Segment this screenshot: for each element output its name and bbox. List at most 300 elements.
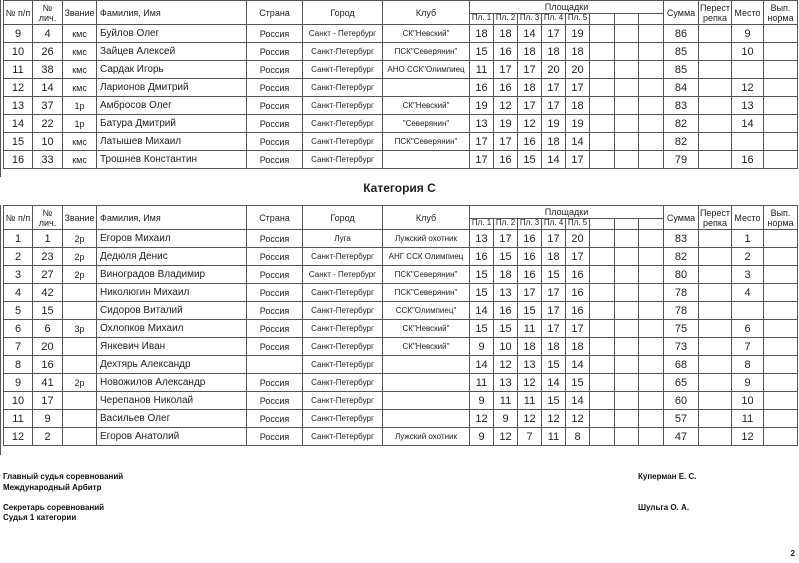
cell-name: Трошнев Константин [97, 151, 247, 169]
cell-rank: 2р [63, 248, 97, 266]
cell-np: 4 [4, 284, 33, 302]
cell-site-score: 17 [542, 320, 566, 338]
cell-empty [590, 410, 615, 428]
cell-site-score: 18 [566, 97, 590, 115]
cell-club: АНО ССК"Олимпиец [383, 61, 470, 79]
cell-sum: 82 [664, 133, 699, 151]
header-nl: № лич. [33, 206, 63, 230]
cell-site-score: 18 [542, 248, 566, 266]
secretary-rank: Судья 1 категории [3, 513, 77, 522]
results-table-top [3, 0, 798, 169]
cell-nl: 20 [33, 338, 63, 356]
header-country: Страна [247, 206, 303, 230]
cell-city: Санкт-Петербург [303, 248, 383, 266]
cell-site-score: 18 [518, 43, 542, 61]
cell-site-score: 15 [470, 266, 494, 284]
cell-name: Буйлов Олег [97, 25, 247, 43]
cell-city: Санкт-Петербург [303, 410, 383, 428]
cell-site-score: 11 [518, 392, 542, 410]
cell-place: 12 [732, 79, 764, 97]
cell-empty [615, 266, 639, 284]
cell-city: Санкт-Петербург [303, 428, 383, 446]
cell-club [383, 79, 470, 97]
cell-site-score: 16 [494, 151, 518, 169]
header-site-empty [639, 14, 664, 25]
cell-norm [764, 428, 798, 446]
cell-norm [764, 230, 798, 248]
cell-site-score: 17 [566, 320, 590, 338]
cell-site-score: 12 [518, 410, 542, 428]
cell-empty [615, 320, 639, 338]
table-row [4, 151, 798, 169]
cell-nl: 2 [33, 428, 63, 446]
cell-city: Санкт-Петербург [303, 61, 383, 79]
header-site-4: Пл. 4 [542, 219, 566, 230]
cell-empty [615, 284, 639, 302]
cell-country: Россия [247, 392, 303, 410]
cell-empty [639, 133, 664, 151]
cell-place: 1 [732, 230, 764, 248]
cell-rank: кмс [63, 61, 97, 79]
cell-rank: 2р [63, 374, 97, 392]
cell-shootoff [699, 61, 732, 79]
cell-site-score: 20 [566, 230, 590, 248]
cell-club: ПСК"Северянин" [383, 133, 470, 151]
cell-site-score: 17 [470, 133, 494, 151]
cell-empty [639, 410, 664, 428]
cell-site-score: 12 [470, 410, 494, 428]
cell-nl: 41 [33, 374, 63, 392]
cell-site-score: 17 [542, 25, 566, 43]
cell-empty [615, 356, 639, 374]
cell-sum: 80 [664, 266, 699, 284]
cell-empty [590, 392, 615, 410]
cell-nl: 14 [33, 79, 63, 97]
header-sum: Сумма [664, 1, 699, 25]
cell-club: СК"Невский" [383, 338, 470, 356]
cell-empty [590, 320, 615, 338]
cell-nl: 37 [33, 97, 63, 115]
header-norm: Вып. норма [764, 1, 798, 25]
cell-country: Россия [247, 43, 303, 61]
cell-site-score: 18 [566, 338, 590, 356]
cell-empty [590, 230, 615, 248]
cell-empty [639, 248, 664, 266]
header-place: Место [732, 1, 764, 25]
cell-np: 8 [4, 356, 33, 374]
cell-site-score: 15 [494, 320, 518, 338]
cell-site-score: 17 [518, 284, 542, 302]
cell-place: 3 [732, 266, 764, 284]
cell-nl: 6 [33, 320, 63, 338]
cell-place [732, 61, 764, 79]
cell-country: Россия [247, 374, 303, 392]
cell-site-score: 15 [518, 302, 542, 320]
cell-site-score: 16 [566, 302, 590, 320]
cell-norm [764, 61, 798, 79]
cell-site-score: 17 [494, 133, 518, 151]
table-row [4, 61, 798, 79]
cell-nl: 22 [33, 115, 63, 133]
header-site-5: Пл. 5 [566, 219, 590, 230]
secretary-title: Секретарь соревнований [3, 503, 105, 512]
cell-nl: 10 [33, 133, 63, 151]
cell-club: "Северянин" [383, 115, 470, 133]
cell-place: 13 [732, 97, 764, 115]
cell-np: 10 [4, 392, 33, 410]
cell-place: 2 [732, 248, 764, 266]
cell-site-score: 15 [542, 356, 566, 374]
cell-norm [764, 97, 798, 115]
cell-name: Васильев Олег [97, 410, 247, 428]
table-row [4, 25, 798, 43]
cell-site-score: 19 [470, 97, 494, 115]
header-club: Клуб [383, 1, 470, 25]
table-row [4, 284, 798, 302]
cell-np: 11 [4, 61, 33, 79]
header-sites: Площадки [470, 206, 664, 219]
cell-nl: 4 [33, 25, 63, 43]
header-rank: Звание [63, 1, 97, 25]
cell-site-score: 17 [518, 97, 542, 115]
cell-np: 15 [4, 133, 33, 151]
cell-nl: 27 [33, 266, 63, 284]
cell-place: 12 [732, 428, 764, 446]
cell-site-score: 12 [494, 356, 518, 374]
cell-sum: 65 [664, 374, 699, 392]
header-shootoff: Перест репка [699, 207, 731, 228]
cell-norm [764, 115, 798, 133]
cell-site-score: 18 [566, 43, 590, 61]
cell-site-score: 17 [542, 97, 566, 115]
cell-site-score: 9 [470, 338, 494, 356]
cell-nl: 16 [33, 356, 63, 374]
cell-rank [63, 284, 97, 302]
cell-sum: 60 [664, 392, 699, 410]
cell-site-score: 11 [494, 392, 518, 410]
cell-empty [639, 43, 664, 61]
cell-site-score: 16 [470, 248, 494, 266]
secretary-name: Шульга О. А. [638, 503, 690, 512]
cell-empty [590, 151, 615, 169]
cell-shootoff [699, 248, 732, 266]
cell-empty [590, 356, 615, 374]
cell-empty [639, 230, 664, 248]
cell-empty [639, 338, 664, 356]
header-city: Город [303, 206, 383, 230]
cell-norm [764, 43, 798, 61]
cell-empty [590, 374, 615, 392]
cell-shootoff [699, 302, 732, 320]
header-sum: Сумма [664, 206, 699, 230]
table1-left-border [0, 0, 1, 177]
cell-rank: 2р [63, 230, 97, 248]
cell-empty [615, 302, 639, 320]
cell-norm [764, 338, 798, 356]
cell-site-score: 17 [494, 230, 518, 248]
cell-np: 5 [4, 302, 33, 320]
cell-club: СК"Невский" [383, 25, 470, 43]
cell-name: Янкевич Иван [97, 338, 247, 356]
cell-club: Лужский охотник [383, 428, 470, 446]
cell-nl: 1 [33, 230, 63, 248]
cell-city: Санкт - Петербург [303, 266, 383, 284]
cell-site-score: 13 [494, 284, 518, 302]
table2-left-border [0, 205, 1, 455]
cell-site-score: 17 [566, 151, 590, 169]
cell-place: 4 [732, 284, 764, 302]
cell-np: 6 [4, 320, 33, 338]
cell-site-score: 16 [518, 230, 542, 248]
table-row [4, 43, 798, 61]
cell-empty [590, 248, 615, 266]
cell-site-score: 17 [542, 79, 566, 97]
cell-shootoff [699, 392, 732, 410]
cell-site-score: 18 [542, 133, 566, 151]
cell-norm [764, 266, 798, 284]
chief-judge-title: Главный судья соревнований [3, 472, 124, 481]
cell-nl: 15 [33, 302, 63, 320]
header-sites: Площадки [470, 1, 664, 14]
header-rank: Звание [63, 206, 97, 230]
cell-empty [639, 115, 664, 133]
cell-empty [590, 133, 615, 151]
cell-sum: 83 [664, 97, 699, 115]
cell-empty [590, 97, 615, 115]
cell-name: Сидоров Виталий [97, 302, 247, 320]
cell-rank: 2р [63, 266, 97, 284]
cell-city: Санкт-Петербург [303, 392, 383, 410]
cell-country: Россия [247, 428, 303, 446]
cell-site-score: 18 [518, 338, 542, 356]
cell-rank [63, 356, 97, 374]
cell-site-score: 17 [542, 284, 566, 302]
cell-city: Санкт-Петербург [303, 374, 383, 392]
cell-shootoff [699, 374, 732, 392]
cell-site-score: 19 [566, 115, 590, 133]
header-site-2: Пл. 2 [494, 14, 518, 25]
cell-site-score: 9 [470, 392, 494, 410]
cell-country: Россия [247, 302, 303, 320]
cell-site-score: 14 [470, 302, 494, 320]
cell-site-score: 9 [494, 410, 518, 428]
cell-norm [764, 284, 798, 302]
cell-site-score: 10 [494, 338, 518, 356]
cell-empty [615, 133, 639, 151]
cell-empty [639, 97, 664, 115]
cell-place: 6 [732, 320, 764, 338]
cell-norm [764, 356, 798, 374]
cell-site-score: 16 [518, 248, 542, 266]
header-name: Фамилия, Имя [97, 1, 247, 25]
cell-empty [639, 302, 664, 320]
cell-site-score: 15 [566, 374, 590, 392]
cell-place: 16 [732, 151, 764, 169]
header-site-empty [615, 14, 639, 25]
cell-empty [639, 356, 664, 374]
header-site-3: Пл. 3 [518, 219, 542, 230]
cell-np: 9 [4, 374, 33, 392]
header-row [4, 206, 798, 219]
cell-name: Ларионов Дмитрий [97, 79, 247, 97]
cell-empty [615, 97, 639, 115]
cell-site-score: 18 [542, 43, 566, 61]
cell-shootoff [699, 338, 732, 356]
cell-rank: кмс [63, 133, 97, 151]
cell-shootoff [699, 133, 732, 151]
cell-np: 3 [4, 266, 33, 284]
table-row [4, 410, 798, 428]
cell-sum: 47 [664, 428, 699, 446]
cell-site-score: 14 [470, 356, 494, 374]
header-site-3: Пл. 3 [518, 14, 542, 25]
cell-nl: 26 [33, 43, 63, 61]
cell-place [732, 133, 764, 151]
cell-rank: 1р [63, 115, 97, 133]
cell-rank: 1р [63, 97, 97, 115]
table-row [4, 115, 798, 133]
cell-empty [639, 79, 664, 97]
cell-norm [764, 410, 798, 428]
cell-country: Россия [247, 230, 303, 248]
cell-city: Санкт-Петербург [303, 320, 383, 338]
cell-empty [615, 392, 639, 410]
cell-country: Россия [247, 338, 303, 356]
cell-np: 14 [4, 115, 33, 133]
cell-rank: кмс [63, 79, 97, 97]
cell-site-score: 17 [542, 302, 566, 320]
cell-city: Санкт-Петербург [303, 284, 383, 302]
header-site-1: Пл. 1 [470, 14, 494, 25]
cell-country: Россия [247, 151, 303, 169]
header-country: Страна [247, 1, 303, 25]
cell-country: Россия [247, 266, 303, 284]
cell-site-score: 17 [494, 61, 518, 79]
cell-sum: 83 [664, 230, 699, 248]
cell-empty [639, 320, 664, 338]
header-site-empty [639, 219, 664, 230]
cell-country: Россия [247, 410, 303, 428]
cell-empty [590, 302, 615, 320]
cell-np: 11 [4, 410, 33, 428]
cell-place: 9 [732, 25, 764, 43]
cell-sum: 78 [664, 284, 699, 302]
cell-sum: 78 [664, 302, 699, 320]
cell-club: Лужский охотник [383, 230, 470, 248]
cell-site-score: 18 [542, 338, 566, 356]
table-row [4, 97, 798, 115]
cell-site-score: 14 [518, 25, 542, 43]
cell-sum: 85 [664, 43, 699, 61]
cell-norm [764, 320, 798, 338]
cell-club: ССК"Олимпиец" [383, 302, 470, 320]
cell-sum: 57 [664, 410, 699, 428]
cell-nl: 42 [33, 284, 63, 302]
header-place: Место [732, 206, 764, 230]
cell-norm [764, 302, 798, 320]
cell-empty [615, 338, 639, 356]
cell-empty [590, 43, 615, 61]
cell-club: АНГ ССК Олимпиец [383, 248, 470, 266]
cell-city: Санкт-Петербург [303, 97, 383, 115]
cell-empty [615, 115, 639, 133]
cell-np: 10 [4, 43, 33, 61]
cell-site-score: 14 [566, 392, 590, 410]
table-row [4, 230, 798, 248]
cell-site-score: 17 [566, 248, 590, 266]
cell-shootoff [699, 25, 732, 43]
cell-site-score: 7 [518, 428, 542, 446]
cell-city: Санкт-Петербург [303, 302, 383, 320]
cell-empty [639, 284, 664, 302]
cell-name: Латышев Михаил [97, 133, 247, 151]
header-site-1: Пл. 1 [470, 219, 494, 230]
header-site-4: Пл. 4 [542, 14, 566, 25]
cell-site-score: 20 [542, 61, 566, 79]
header-row [4, 1, 798, 14]
cell-empty [639, 392, 664, 410]
cell-site-score: 11 [518, 320, 542, 338]
table-row [4, 428, 798, 446]
cell-country: Россия [247, 320, 303, 338]
header-site-empty [590, 219, 615, 230]
cell-name: Виноградов Владимир [97, 266, 247, 284]
cell-shootoff [699, 79, 732, 97]
cell-shootoff [699, 43, 732, 61]
cell-site-score: 16 [566, 284, 590, 302]
cell-np: 12 [4, 79, 33, 97]
cell-site-score: 13 [518, 356, 542, 374]
header-club: Клуб [383, 206, 470, 230]
cell-club [383, 410, 470, 428]
cell-np: 9 [4, 25, 33, 43]
table-row [4, 320, 798, 338]
cell-sum: 85 [664, 61, 699, 79]
cell-club [383, 392, 470, 410]
cell-empty [639, 25, 664, 43]
cell-sum: 79 [664, 151, 699, 169]
cell-rank: кмс [63, 43, 97, 61]
cell-rank [63, 302, 97, 320]
cell-site-score: 16 [470, 79, 494, 97]
cell-site-score: 17 [470, 151, 494, 169]
cell-site-score: 11 [470, 61, 494, 79]
cell-site-score: 19 [566, 25, 590, 43]
cell-empty [639, 61, 664, 79]
chief-judge-name: Куперман Е. С. [638, 472, 697, 481]
cell-shootoff [699, 266, 732, 284]
cell-club [383, 151, 470, 169]
cell-np: 16 [4, 151, 33, 169]
cell-site-score: 15 [542, 392, 566, 410]
cell-rank: кмс [63, 151, 97, 169]
cell-site-score: 17 [542, 230, 566, 248]
cell-country: Россия [247, 248, 303, 266]
header-city: Город [303, 1, 383, 25]
cell-np: 7 [4, 338, 33, 356]
cell-rank: 3р [63, 320, 97, 338]
cell-country: Россия [247, 133, 303, 151]
cell-place: 8 [732, 356, 764, 374]
cell-name: Амбросов Олег [97, 97, 247, 115]
cell-empty [590, 61, 615, 79]
cell-np: 13 [4, 97, 33, 115]
table-row [4, 248, 798, 266]
cell-country: Россия [247, 115, 303, 133]
cell-sum: 82 [664, 115, 699, 133]
cell-empty [615, 374, 639, 392]
cell-country: Россия [247, 79, 303, 97]
